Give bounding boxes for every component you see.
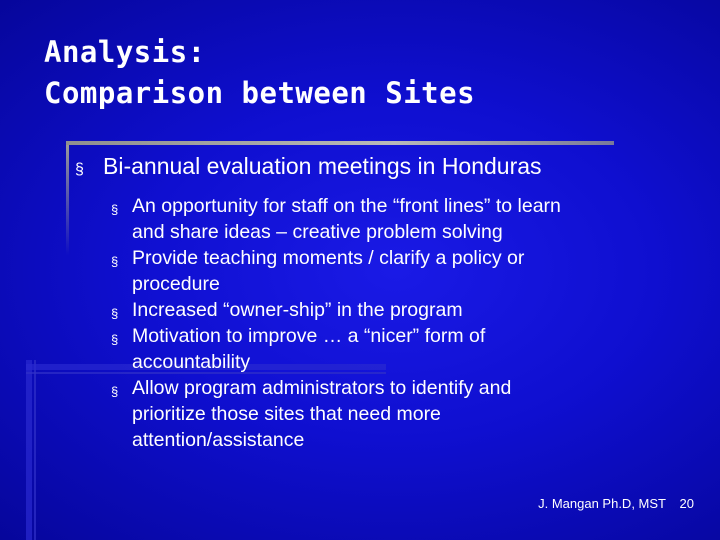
decorative-bar (34, 360, 36, 540)
sub-bullet-marker-icon: § (111, 306, 119, 321)
bullet-text: Bi-annual evaluation meetings in Honduras (103, 153, 542, 179)
page-number: 20 (679, 496, 694, 511)
sub-bullet-text-line: An opportunity for staff on the “front lines” to learn (132, 195, 561, 217)
bullet-item (75, 152, 675, 180)
sub-bullet-item (111, 245, 671, 297)
sub-bullet-marker-icon: § (111, 384, 119, 399)
sub-bullet-text-line: and share ideas – creative problem solving (132, 221, 503, 243)
sub-bullet-text-line: accountability (132, 351, 251, 373)
sub-bullet-text-line: Allow program administrators to identify and (132, 377, 512, 399)
slide-title (44, 32, 684, 114)
sub-bullet-text-line: procedure (132, 273, 220, 295)
slide-title-line: Analysis: (44, 35, 206, 69)
sub-bullet-item (111, 323, 671, 375)
title-divider-vertical (66, 145, 69, 255)
sub-bullet-item (111, 375, 671, 453)
sub-bullet-marker-icon: § (111, 254, 119, 269)
sub-bullet-text-line: attention/assistance (132, 429, 305, 451)
sub-bullet-text-line: Increased “owner-ship” in the program (132, 299, 463, 321)
sub-bullet-marker-icon: § (111, 332, 119, 347)
sub-bullet-item (111, 297, 671, 323)
decorative-bar (26, 360, 32, 540)
bullet-marker-icon: § (75, 161, 84, 178)
title-divider (66, 141, 614, 145)
bullet-list (75, 152, 675, 180)
sub-bullet-item (111, 193, 671, 245)
sub-bullet-text-line: Provide teaching moments / clarify a policy or (132, 247, 525, 269)
footer-author: J. Mangan Ph.D, MST (538, 496, 666, 511)
slide-title-line: Comparison between Sites (44, 76, 476, 110)
sub-bullet-text-line: prioritize those sites that need more (132, 403, 441, 425)
sub-bullet-text-line: Motivation to improve … a “nicer” form of (132, 325, 486, 347)
sub-bullet-list (111, 193, 671, 453)
sub-bullet-marker-icon: § (111, 202, 119, 217)
